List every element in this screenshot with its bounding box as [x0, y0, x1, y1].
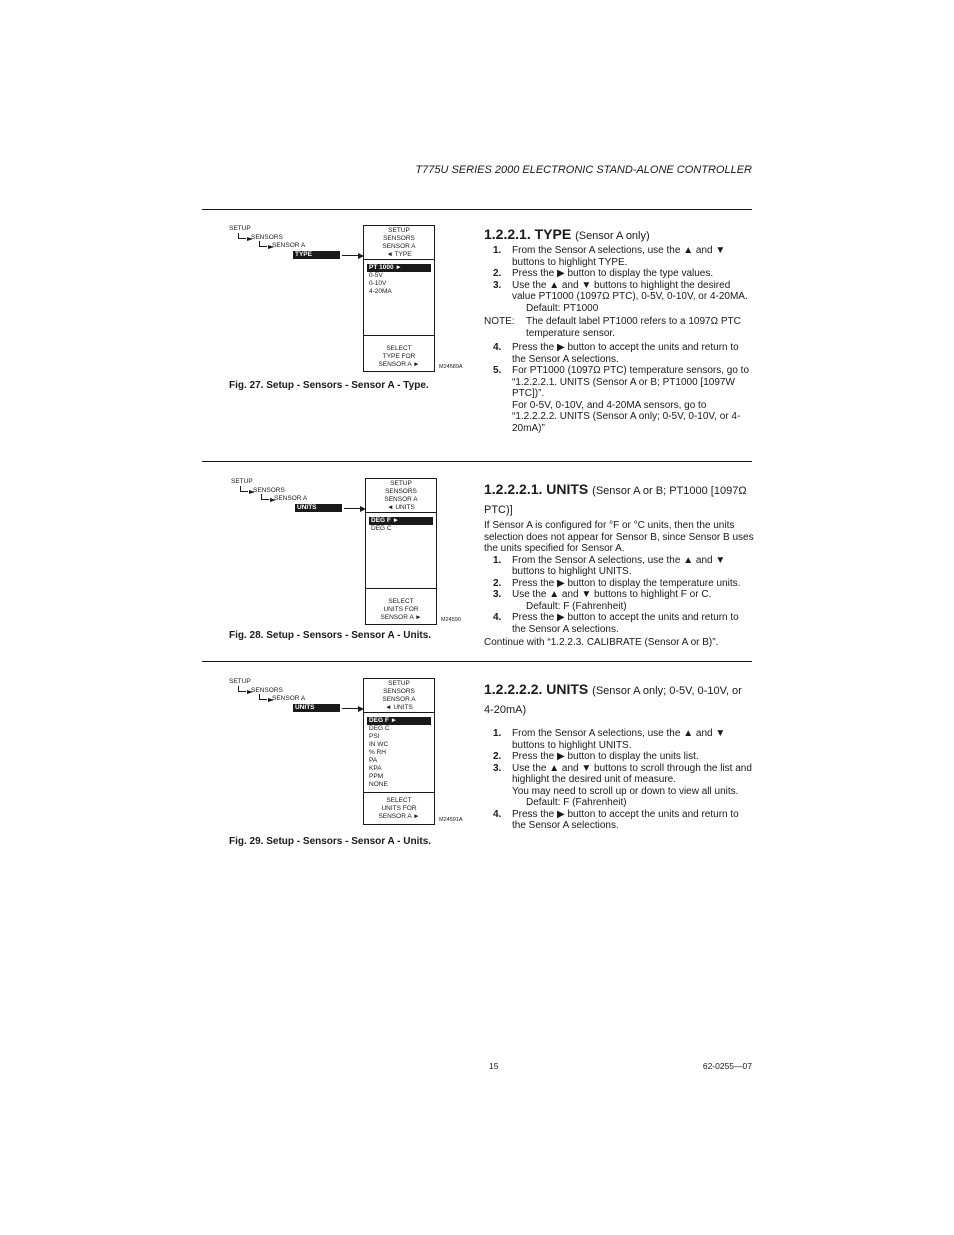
list-item	[484, 589, 754, 601]
step-extra-text: You may need to scroll up or down to view all units.	[512, 785, 739, 797]
step-text: Press the ▶ button to accept the units and return to the Sensor A selections.	[512, 342, 739, 365]
list-item	[484, 268, 754, 280]
tree-setup: SETUP	[231, 478, 253, 485]
screen-line: SETUP	[390, 480, 412, 487]
tree-setup: SETUP	[229, 225, 251, 232]
list-item	[484, 751, 754, 763]
display-screen	[365, 478, 437, 625]
screen-header	[366, 479, 436, 513]
heading-text: 1.2.2.2.1. UNITS	[484, 481, 589, 497]
tree-sensors: SENSORS	[251, 687, 283, 694]
step-text: From the Sensor A selections, use the ▲ and ▼ buttons to highlight TYPE.	[512, 245, 726, 268]
display-screen	[363, 225, 435, 372]
screen-line: SETUP	[388, 680, 410, 687]
screen-line: SENSOR A ►	[378, 813, 420, 820]
figure-28-diagram	[231, 478, 471, 628]
tree-sensor-a: SENSOR A	[272, 242, 306, 249]
screen-line: TYPE FOR	[382, 353, 416, 360]
screen-option: NONE	[369, 781, 388, 788]
tree-setup: SETUP	[229, 678, 251, 685]
step-number: 2.	[493, 577, 502, 589]
section-units-pt1000	[484, 481, 754, 649]
list-item	[484, 809, 754, 832]
section-units-analog	[484, 681, 754, 832]
screen-line: ◄ TYPE	[386, 251, 412, 258]
note	[484, 316, 754, 339]
branch-arrow-icon	[238, 686, 246, 692]
default-value: Default: F (Fahrenheit)	[526, 797, 627, 808]
screen-line: SENSOR A ►	[380, 614, 422, 621]
page-header: T775U SERIES 2000 ELECTRONIC STAND-ALONE CONTROLLER	[415, 164, 752, 176]
step-text: From the Sensor A selections, use the ▲ and ▼ buttons to highlight UNITS.	[512, 554, 726, 577]
screen-options	[367, 264, 431, 296]
screen-line: SELECT	[386, 345, 412, 352]
step-text: Press the ▶ button to display the temperature units.	[512, 577, 741, 589]
steps-list	[484, 809, 754, 832]
branch-arrow-icon	[261, 494, 269, 500]
step-number: 4.	[493, 612, 502, 623]
default-value: Default: PT1000	[526, 302, 599, 314]
tree-sensor-a: SENSOR A	[272, 695, 306, 702]
screen-line: SENSOR A	[382, 243, 416, 250]
screen-options	[369, 517, 433, 533]
step-number: 1.	[493, 728, 502, 739]
step-number: 3.	[493, 279, 502, 291]
step-text: Use the ▲ and ▼ buttons to highlight F or C.	[512, 589, 712, 600]
screen-line: SENSOR A	[382, 696, 416, 703]
step-number: 4.	[493, 808, 502, 820]
continue-text: Continue with “1.2.2.3. CALIBRATE (Sensor A or B)”.	[484, 637, 719, 648]
list-item	[484, 578, 754, 590]
screen-option: 0-5V	[369, 272, 383, 279]
section-type	[484, 226, 754, 434]
steps-list	[484, 612, 754, 635]
connector-arrow-icon	[342, 255, 358, 256]
screen-selected-option: PT 1000 ►	[367, 264, 431, 272]
screen-option: 0-10V	[369, 280, 387, 287]
screen-line: ◄ UNITS	[385, 704, 413, 711]
figure-caption: Fig. 27. Setup - Sensors - Sensor A - Type.	[229, 380, 429, 391]
branch-arrow-icon	[259, 241, 267, 247]
tree-selected-item: TYPE	[293, 251, 340, 259]
step-text: Press the ▶ button to display the type values.	[512, 268, 714, 279]
step-number: 4.	[493, 342, 502, 353]
screen-option: DEG C	[371, 525, 392, 532]
screen-line: SETUP	[388, 227, 410, 234]
tree-sensors: SENSORS	[251, 234, 283, 241]
step-number: 2.	[493, 751, 502, 762]
figure-27-diagram	[229, 225, 469, 375]
screen-selected-option: DEG F ►	[369, 517, 433, 525]
screen-option: PA	[369, 757, 378, 764]
step-number: 1.	[493, 245, 502, 256]
section-divider	[202, 461, 752, 462]
screen-line: ◄ UNITS	[387, 504, 415, 511]
screen-header	[364, 679, 434, 713]
screen-option: PPM	[369, 773, 384, 780]
screen-selected-option: DEG F ►	[367, 717, 431, 725]
step-text: For PT1000 (1097Ω PTC) temperature sensors, go to “1.2.2.2.1. UNITS (Sensor A or B; PT1000 [1097W PTC])”.	[512, 365, 750, 399]
section-heading	[484, 481, 754, 519]
screen-option: IN WC	[369, 741, 389, 748]
step-number: 1.	[493, 554, 502, 566]
step-number: 5.	[493, 365, 502, 376]
section-divider	[202, 661, 752, 662]
screen-option: DEG C	[369, 725, 390, 732]
tree-sensors: SENSORS	[253, 487, 285, 494]
step-number: 3.	[493, 762, 502, 774]
screen-footer	[366, 588, 436, 624]
step-text: Press the ▶ button to display the units list.	[512, 751, 699, 762]
tree-selected-item: UNITS	[295, 504, 342, 512]
figure-code: M24589A	[439, 364, 463, 370]
screen-line: SENSOR A	[384, 496, 418, 503]
screen-header	[364, 226, 434, 260]
screen-line: SELECT	[388, 598, 414, 605]
step-text: Use the ▲ and ▼ buttons to highlight the desired value PT1000 (1097Ω PTC), 0-5V, 0-10V, or 4-20MA.	[512, 279, 748, 302]
note-label: NOTE:	[484, 316, 515, 327]
steps-list	[484, 342, 754, 434]
screen-line: UNITS FOR	[383, 606, 419, 613]
section-heading	[484, 681, 754, 719]
list-item	[484, 728, 754, 751]
branch-arrow-icon	[259, 694, 267, 700]
screen-line: SELECT	[386, 797, 412, 804]
section-heading	[484, 226, 754, 245]
tree-sensor-a: SENSOR A	[274, 495, 308, 502]
list-item	[484, 612, 754, 635]
list-item	[484, 365, 754, 434]
step-text: Use the ▲ and ▼ buttons to scroll through the list and highlight the desired unit of measure.	[512, 762, 752, 785]
default-value: Default: F (Fahrenheit)	[526, 600, 627, 612]
screen-line: SENSORS	[383, 235, 415, 242]
heading-subtitle: (Sensor A only; 0-5V, 0-10V, or 4-20mA)	[484, 685, 742, 716]
screen-option: 4-20MA	[369, 288, 392, 295]
heading-subtitle: (Sensor A or B; PT1000 [1097Ω PTC)]	[484, 485, 747, 516]
figure-caption: Fig. 29. Setup - Sensors - Sensor A - Units.	[229, 836, 432, 847]
figure-code: M24591A	[439, 817, 463, 823]
step-extra-text: For 0-5V, 0-10V, and 4-20MA sensors, go to “1.2.2.2.2. UNITS (Sensor A only; 0-5V, 0-10V, or 4-20mA)”	[512, 399, 741, 434]
connector-arrow-icon	[342, 708, 358, 709]
step-number: 2.	[493, 268, 502, 279]
document-number: 62-0255—07	[702, 1061, 752, 1071]
list-item	[484, 555, 754, 578]
screen-option: PSI	[369, 733, 380, 740]
screen-options	[367, 717, 431, 789]
screen-line: SENSORS	[385, 488, 417, 495]
step-text: Press the ▶ button to accept the units and return to the Sensor A selections.	[512, 612, 739, 635]
list-item	[484, 763, 754, 798]
screen-line: UNITS FOR	[381, 805, 417, 812]
steps-list	[484, 245, 754, 303]
screen-line: SENSOR A ►	[378, 361, 420, 368]
steps-list	[484, 728, 754, 797]
section-divider	[202, 209, 752, 210]
heading-text: 1.2.2.2.2. UNITS	[484, 681, 589, 697]
step-text: Press the ▶ button to accept the units and return to the Sensor A selections.	[512, 808, 739, 831]
figure-caption: Fig. 28. Setup - Sensors - Sensor A - Units.	[229, 630, 432, 641]
page-number: 15	[489, 1061, 499, 1071]
connector-arrow-icon	[344, 508, 360, 509]
branch-arrow-icon	[240, 486, 248, 492]
screen-line: SENSORS	[383, 688, 415, 695]
display-screen	[363, 678, 435, 825]
figure-29-diagram	[229, 678, 469, 828]
note-text: The default label PT1000 refers to a 1097Ω PTC temperature sensor.	[526, 316, 741, 339]
screen-footer	[364, 792, 434, 824]
list-item	[484, 280, 754, 303]
branch-arrow-icon	[238, 233, 246, 239]
steps-list	[484, 555, 754, 601]
intro-paragraph: If Sensor A is configured for °F or °C units, then the units selection does not appear for Sensor B, since Sensor B uses the units specified for Sensor A.	[484, 520, 754, 554]
heading-text: 1.2.2.1. TYPE	[484, 226, 572, 242]
figure-code: M24590	[441, 617, 461, 623]
screen-option: KPA	[369, 765, 382, 772]
screen-footer	[364, 335, 434, 371]
step-text: From the Sensor A selections, use the ▲ and ▼ buttons to highlight UNITS.	[512, 728, 726, 751]
list-item	[484, 342, 754, 365]
step-number: 3.	[493, 589, 502, 600]
heading-subtitle: (Sensor A only)	[575, 230, 650, 242]
tree-selected-item: UNITS	[293, 704, 340, 712]
screen-option: % RH	[369, 749, 386, 756]
list-item	[484, 245, 754, 268]
